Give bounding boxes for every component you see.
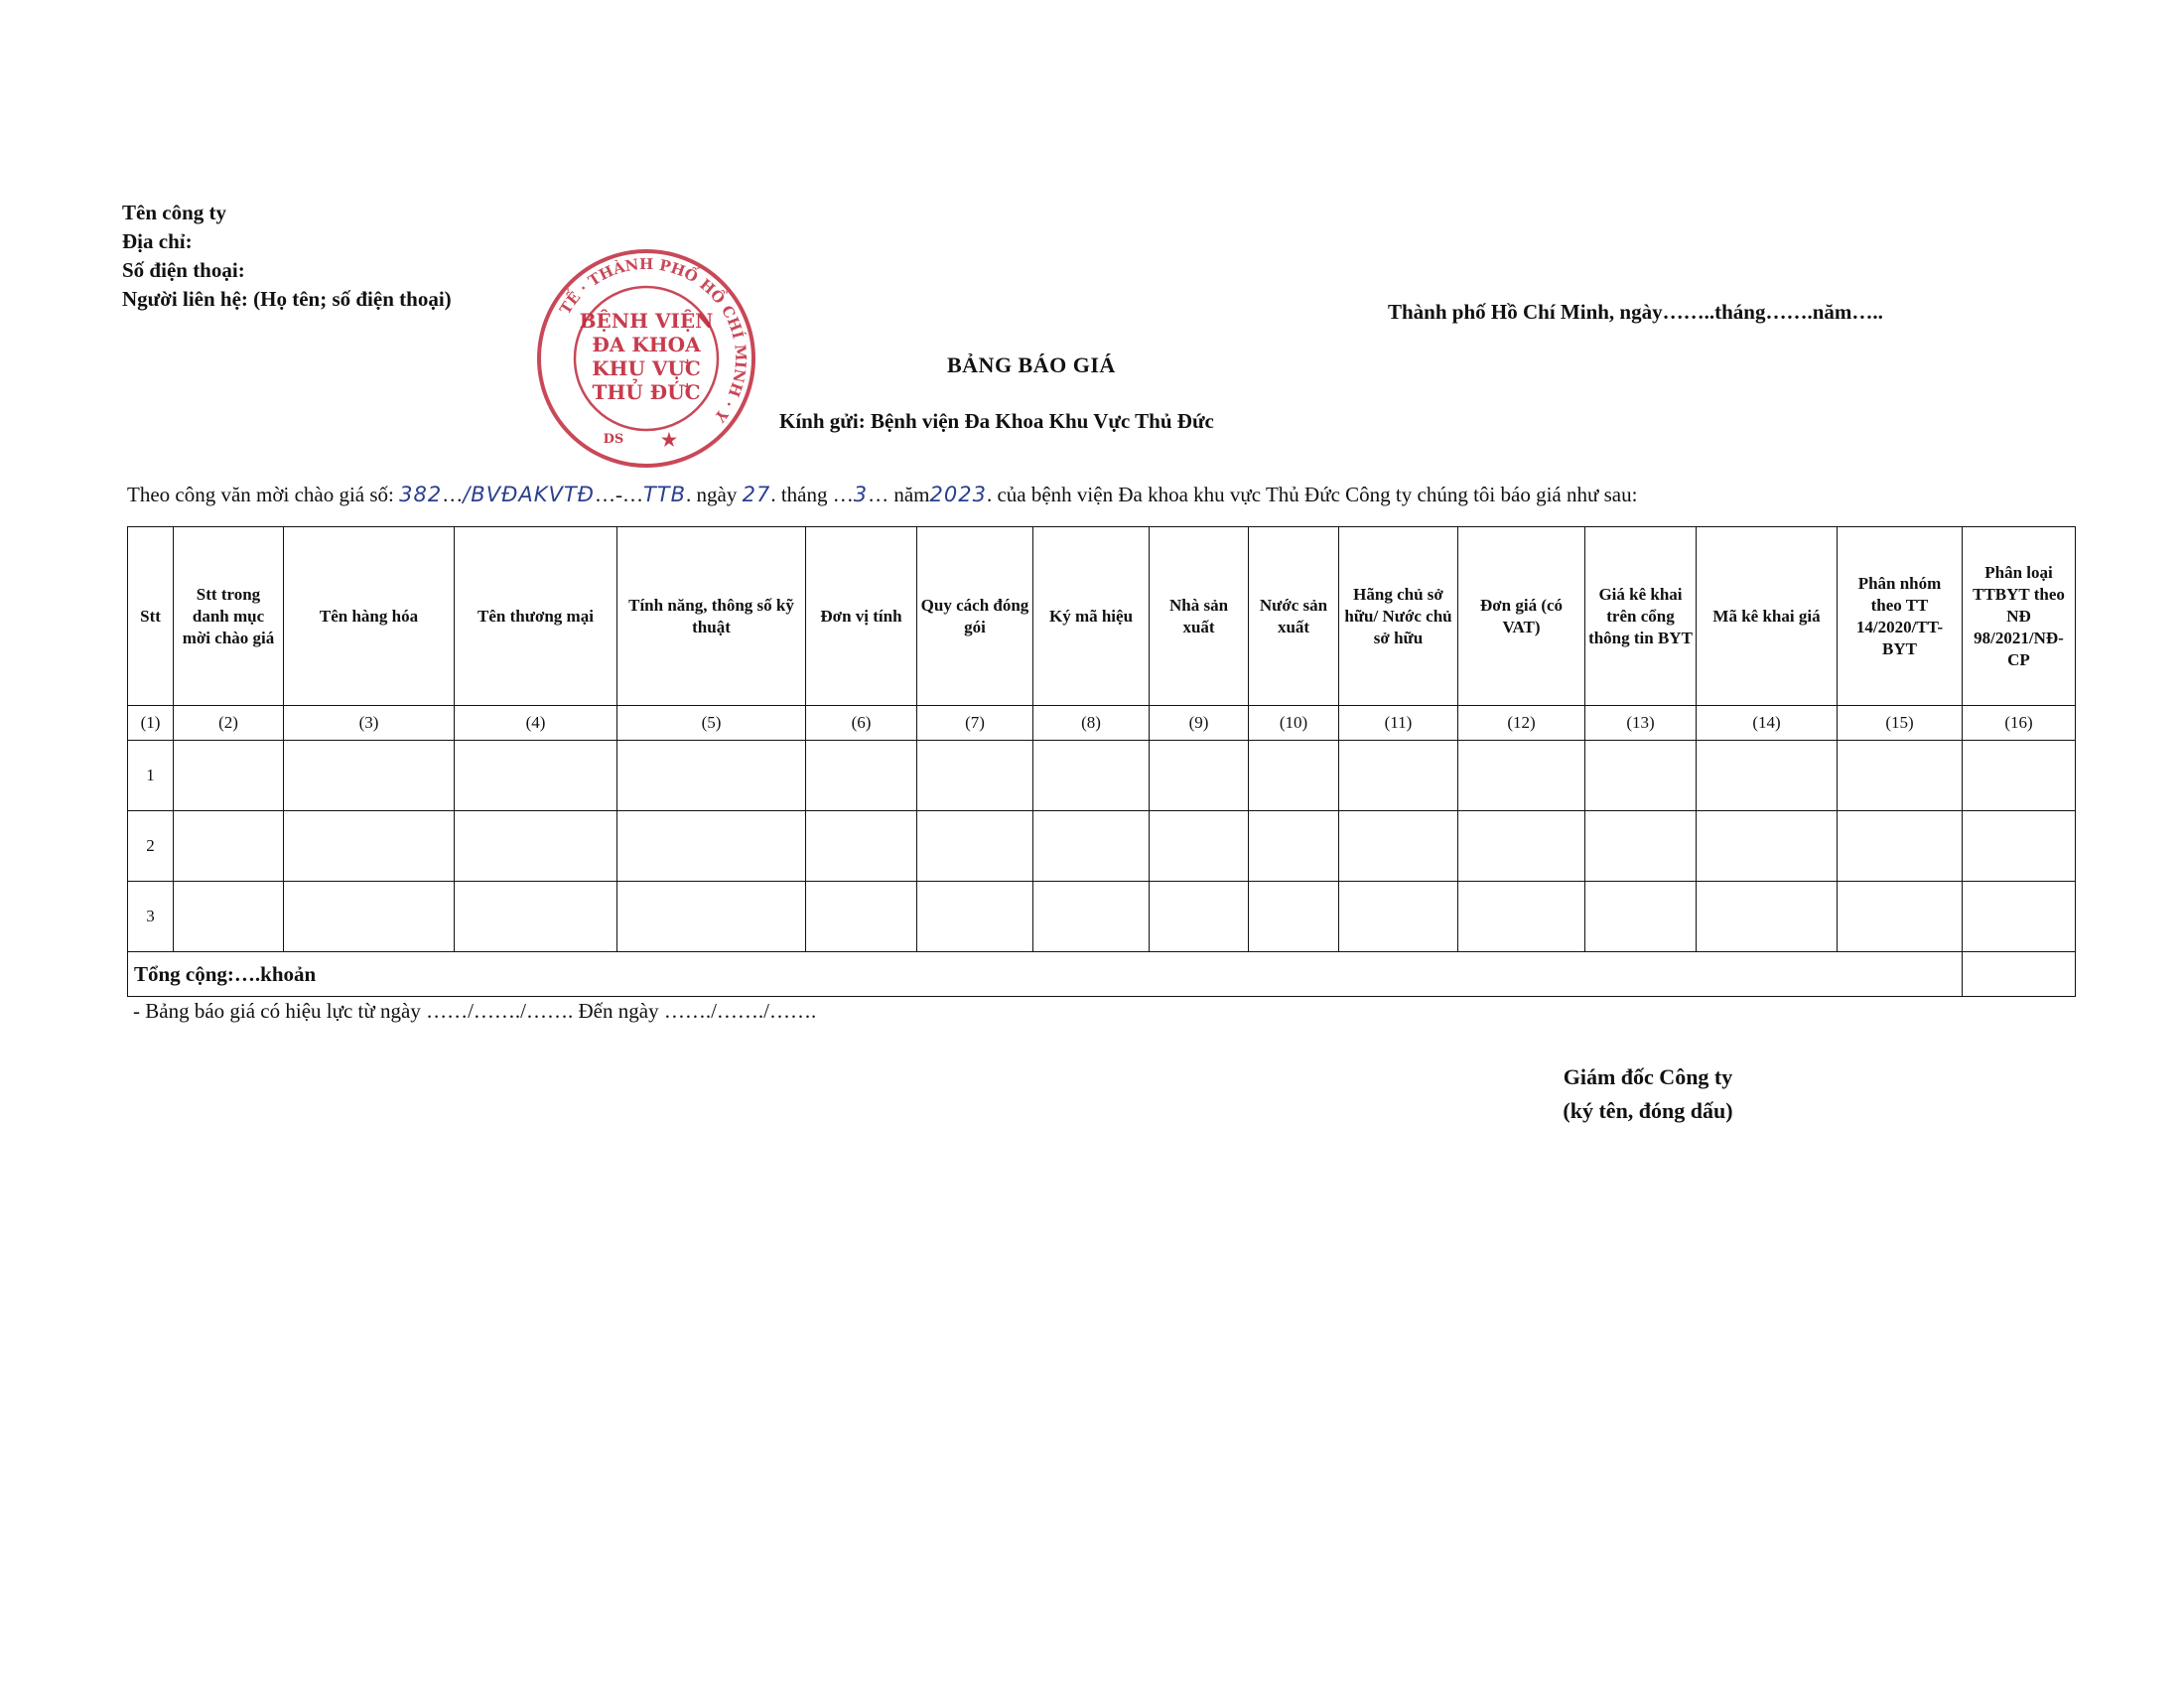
phone-label: Số điện thoại:: [122, 258, 245, 282]
column-header: Mã kê khai giá: [1697, 527, 1838, 706]
table-cell: [284, 741, 455, 811]
column-number: (5): [617, 706, 806, 741]
table-cell: [1458, 811, 1585, 882]
column-number: (13): [1585, 706, 1697, 741]
column-number: (8): [1033, 706, 1150, 741]
table-row: [128, 741, 2076, 811]
table-cell: [1249, 811, 1339, 882]
table-cell: [1838, 882, 1963, 952]
table-cell: [806, 811, 917, 882]
table-row: [128, 811, 2076, 882]
stamp-line-4: THỦ ĐỨC: [592, 380, 701, 404]
table-cell: [1697, 741, 1838, 811]
table-cell: [284, 882, 455, 952]
column-header: Ký mã hiệu: [1033, 527, 1150, 706]
star-icon: ★: [660, 430, 678, 451]
table-body: [128, 741, 2076, 952]
table-cell: [1585, 882, 1697, 952]
table-cell: [1697, 811, 1838, 882]
column-header: Tính năng, thông số kỹ thuật: [617, 527, 806, 706]
address-label: Địa chỉ:: [122, 229, 193, 253]
column-header: Tên thương mại: [455, 527, 617, 706]
table-cell: [1458, 741, 1585, 811]
table-cell: [1458, 882, 1585, 952]
total-empty-cell: [1963, 952, 2076, 997]
column-number: (14): [1697, 706, 1838, 741]
table-cell: [617, 811, 806, 882]
stamp-line-1: BỆNH VIỆN: [579, 309, 714, 333]
table-cell: [917, 811, 1033, 882]
table-cell: [1963, 811, 2076, 882]
table-cell: [1838, 741, 1963, 811]
column-number: (15): [1838, 706, 1963, 741]
table-cell: [1339, 882, 1458, 952]
table-cell: [1838, 811, 1963, 882]
table-cell: [1339, 741, 1458, 811]
signature-title: Giám đốc Công ty: [1563, 1064, 1733, 1089]
month-label: tháng: [780, 483, 828, 506]
table-cell: [1150, 811, 1249, 882]
column-number: (3): [284, 706, 455, 741]
column-number: (9): [1150, 706, 1249, 741]
column-header: Hãng chủ sở hữu/ Nước chủ sở hữu: [1339, 527, 1458, 706]
table-cell: [806, 741, 917, 811]
document-title: BẢNG BÁO GIÁ: [947, 352, 1116, 377]
column-header: Phân loại TTBYT theo NĐ 98/2021/NĐ-CP: [1963, 527, 2076, 706]
stamp-ring-text: TẾ · THÀNH PHỐ HỒ CHÍ MINH · Y: [556, 254, 751, 426]
stamp-line-2: ĐA KHOA: [592, 333, 701, 356]
intro-prefix: Theo công văn mời chào giá số:: [127, 483, 394, 506]
table-cell: [284, 811, 455, 882]
year-label: năm: [893, 483, 930, 506]
column-header: Đơn vị tính: [806, 527, 917, 706]
table-cell: [1339, 811, 1458, 882]
table-cell: [174, 741, 284, 811]
doc-year: 2023: [929, 483, 987, 506]
column-number: (10): [1249, 706, 1339, 741]
signature-block: [1509, 1060, 1787, 1128]
table-cell: [617, 882, 806, 952]
column-number: (1): [128, 706, 174, 741]
table-cell: [1963, 741, 2076, 811]
recipient-line: Kính gửi: Bệnh viện Đa Khoa Khu Vực Thủ Đức: [779, 409, 1214, 433]
column-header: Stt trong danh mục mời chào giá: [174, 527, 284, 706]
column-number: (2): [174, 706, 284, 741]
table-cell: [917, 882, 1033, 952]
column-header: Quy cách đóng gói: [917, 527, 1033, 706]
table-cell: [1033, 811, 1150, 882]
table-cell: [1150, 741, 1249, 811]
table-cell: [1249, 882, 1339, 952]
table-cell: [806, 882, 917, 952]
column-header: Tên hàng hóa: [284, 527, 455, 706]
quotation-table: [127, 526, 2076, 997]
column-header: Phân nhóm theo TT 14/2020/TT-BYT: [1838, 527, 1963, 706]
doc-day: 27: [742, 483, 771, 506]
table-cell: [1963, 882, 2076, 952]
signature-note: (ký tên, đóng dấu): [1563, 1098, 1733, 1123]
table-cell: [1033, 882, 1150, 952]
company-name-label: Tên công ty: [122, 201, 226, 224]
table-cell: [1585, 741, 1697, 811]
row-number: 1: [128, 741, 174, 811]
column-header: Nước sản xuất: [1249, 527, 1339, 706]
doc-suffix: TTB: [642, 483, 687, 506]
column-number: (7): [917, 706, 1033, 741]
stamp-line-3: KHU VỰC: [592, 356, 701, 380]
column-number: (6): [806, 706, 917, 741]
column-header: Nhà sản xuất: [1150, 527, 1249, 706]
table-cell: [174, 811, 284, 882]
table-cell: [1033, 741, 1150, 811]
column-number: (16): [1963, 706, 2076, 741]
total-label: Tổng cộng:….khoản: [128, 952, 1963, 997]
row-number: 2: [128, 811, 174, 882]
intro-suffix: của bệnh viện Đa khoa khu vực Thủ Đức Công ty chúng tôi báo giá như sau:: [997, 483, 1638, 506]
stamp-bottom-text: DS: [603, 432, 624, 447]
table-cell: [174, 882, 284, 952]
day-label: ngày: [696, 483, 738, 506]
doc-code: /BVĐAKVTĐ: [463, 483, 595, 506]
table-cell: [455, 741, 617, 811]
column-header: Giá kê khai trên cổng thông tin BYT: [1585, 527, 1697, 706]
row-number: 3: [128, 882, 174, 952]
validity-line: - Bảng báo giá có hiệu lực từ ngày ……/……./……. Đến ngày ……./……./…….: [133, 999, 817, 1023]
table-cell: [455, 882, 617, 952]
column-number: (11): [1339, 706, 1458, 741]
table-cell: [1585, 811, 1697, 882]
column-header: Stt: [128, 527, 174, 706]
total-row: [128, 952, 2076, 997]
table-cell: [617, 741, 806, 811]
city-date-line: Thành phố Hồ Chí Minh, ngày……..tháng…….năm…..: [1388, 300, 1883, 324]
table-cell: [455, 811, 617, 882]
contact-label: Người liên hệ: (Họ tên; số điện thoại): [122, 287, 452, 311]
company-info-block: [122, 199, 452, 314]
table-cell: [1150, 882, 1249, 952]
intro-paragraph: Theo công văn mời chào giá số: 382…/BVĐAKVTĐ…-…TTB. ngày 27. tháng …3… năm2023. của bệnh viện Đa khoa khu vực Thủ Đức Công ty chúng tôi báo giá như sau:: [127, 483, 1638, 506]
doc-number: 382: [399, 483, 443, 506]
column-number: (12): [1458, 706, 1585, 741]
table-cell: [917, 741, 1033, 811]
column-number: (4): [455, 706, 617, 741]
table-cell: [1249, 741, 1339, 811]
column-number-row: [128, 706, 2076, 741]
doc-month: 3: [853, 483, 869, 506]
hospital-stamp: [532, 244, 760, 473]
column-header: Đơn giá (có VAT): [1458, 527, 1585, 706]
table-cell: [1697, 882, 1838, 952]
table-header-row: [128, 527, 2076, 706]
table-row: [128, 882, 2076, 952]
